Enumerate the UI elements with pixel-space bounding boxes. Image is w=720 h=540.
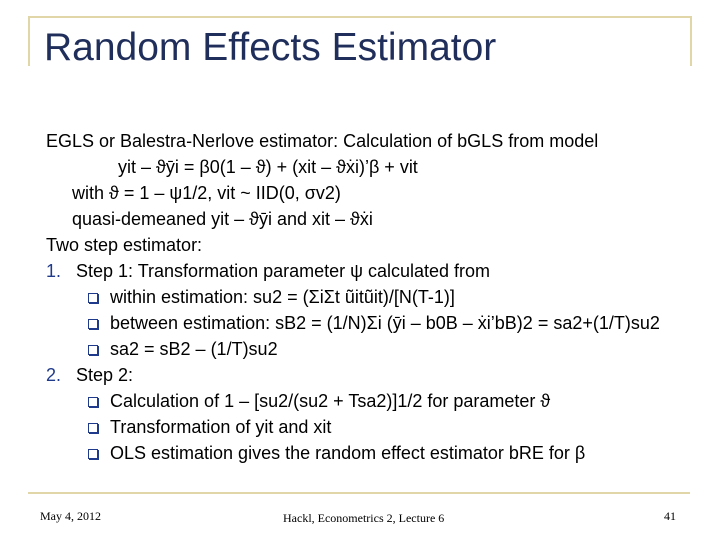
body-line-5: Two step estimator: — [46, 235, 203, 255]
title-frame — [28, 16, 692, 18]
square-bullet-icon — [88, 293, 98, 303]
page-number: 41 — [664, 509, 676, 523]
square-bullet-icon — [88, 397, 98, 407]
body-line-2: yit – ϑȳi = β0(1 – ϑ) + (xit – ϑẋi)’β + vit — [118, 157, 418, 177]
slide-title: Random Effects Estimator — [44, 26, 497, 69]
footer-course: Hackl, Econometrics 2, Lecture 6 — [283, 511, 445, 525]
body-line-8: between estimation: sB2 = (1/N)Σi (ȳi – b0B – ẋi’bB)2 = sa2+(1/T)su2 — [110, 313, 660, 333]
body-line-3: with ϑ = 1 – ψ1/2, vit ~ IID(0, σv2) — [72, 183, 341, 203]
square-bullet-icon — [88, 345, 98, 355]
body-line-1: EGLS or Balestra-Nerlove estimator: Calculation of bGLS from model — [46, 131, 599, 151]
square-bullet-icon — [88, 423, 98, 433]
title-frame-right-bar — [690, 16, 692, 66]
body-line-10: Step 2: — [76, 365, 134, 385]
square-bullet-icon — [88, 449, 98, 459]
footer-divider — [28, 492, 690, 494]
list-number-1: 1. — [46, 261, 62, 281]
footer-date: May 4, 2012 — [40, 509, 101, 523]
body-line-12: Transformation of yit and xit — [110, 417, 332, 437]
list-number-2: 2. — [46, 365, 62, 385]
body-line-11: Calculation of 1 – [su2/(su2 + Tsa2)]1/2 for parameter ϑ — [110, 391, 551, 411]
body-line-13: OLS estimation gives the random effect estimator bRE for β — [110, 443, 586, 463]
square-bullet-icon — [88, 319, 98, 329]
body-line-9: sa2 = sB2 – (1/T)su2 — [110, 339, 278, 359]
body-line-4: quasi-demeaned yit – ϑȳi and xit – ϑẋi — [72, 209, 373, 229]
body-line-7: within estimation: su2 = (ΣiΣt ũitũit)/[N(T-1)] — [110, 287, 455, 307]
body-line-6: Step 1: Transformation parameter ψ calculated from — [76, 261, 491, 281]
title-frame-left-bar — [28, 16, 30, 66]
